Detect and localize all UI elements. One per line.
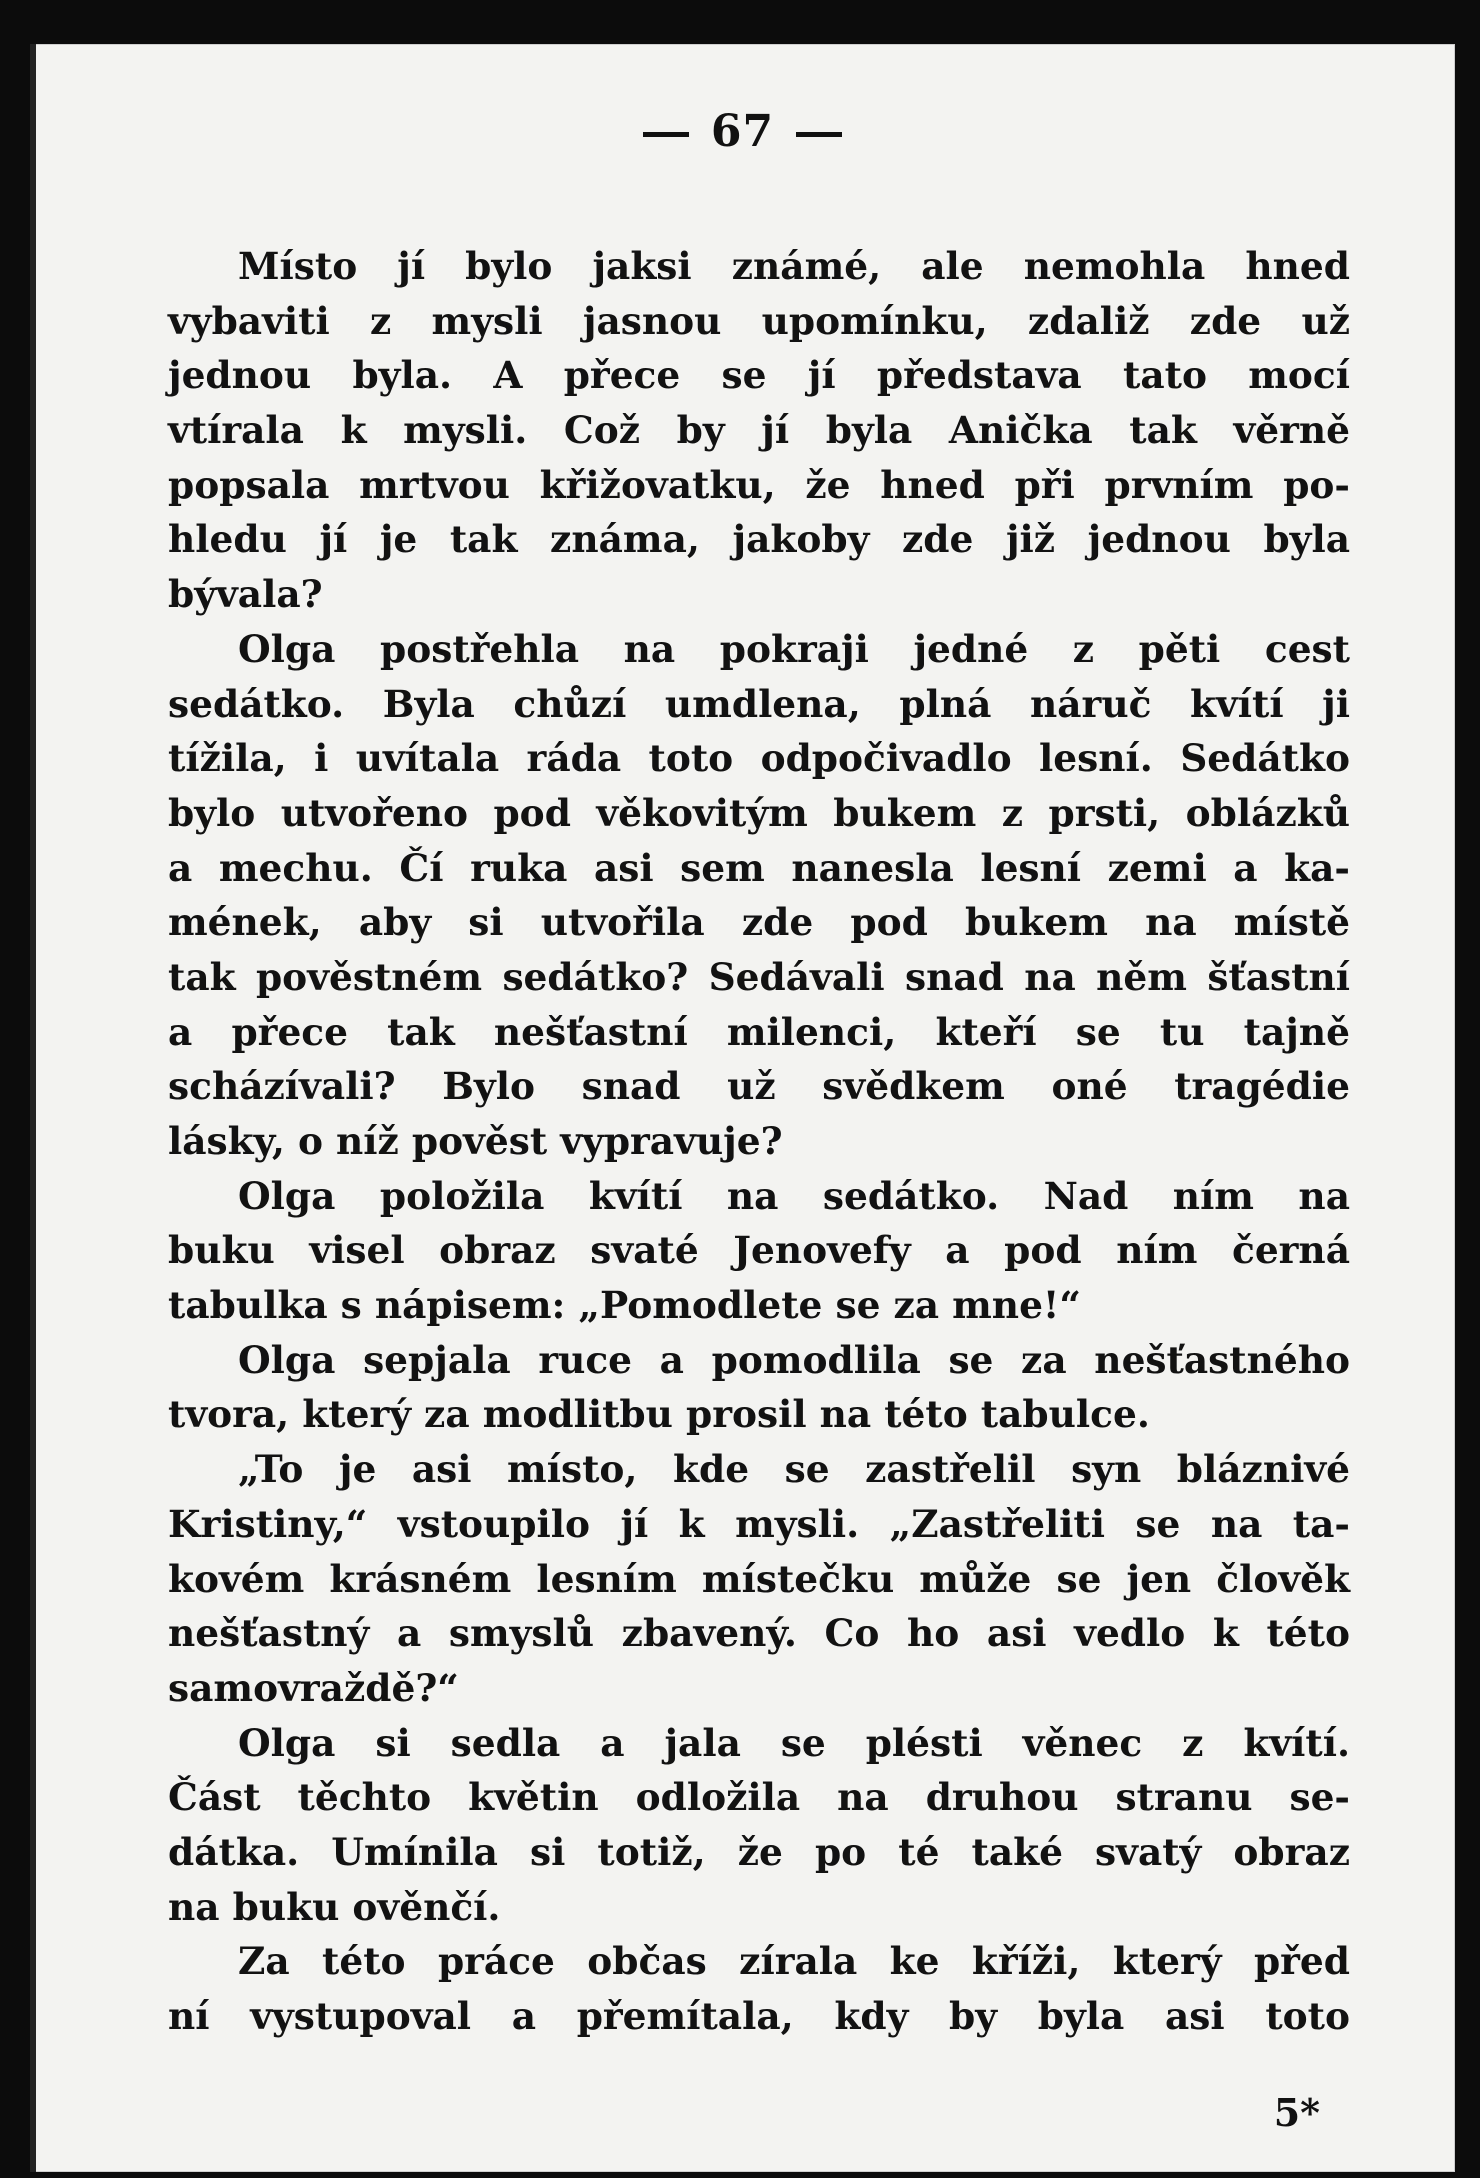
- text-line: bylo utvořeno pod věkovitým bukem z prsti, oblázků: [168, 790, 1350, 835]
- text-line: Část těchto květin odložila na druhou stranu se-: [168, 1775, 1350, 1820]
- text-line: lásky, o níž pověst vypravuje?: [168, 1119, 783, 1163]
- signature-mark: 5*: [1273, 2090, 1320, 2135]
- text-line: hledu jí je tak známa, jakoby zde již jednou byla: [168, 517, 1350, 562]
- dash-right: [796, 132, 842, 137]
- text-line: Olga sepjala ruce a pomodlila se za nešťastného: [238, 1337, 1350, 1382]
- text-line: sedátko. Byla chůzí umdlena, plná náruč kvítí ji: [168, 681, 1350, 726]
- text-line: mének, aby si utvořila zde pod bukem na místě: [168, 900, 1350, 945]
- text-line: tížila, i uvítala ráda toto odpočivadlo lesní. Sedátko: [168, 736, 1350, 781]
- text-line: vtírala k mysli. Což by jí byla Anička tak věrně: [168, 408, 1350, 453]
- text-line: tabulka s nápisem: „Pomodlete se za mne!“: [168, 1283, 1081, 1328]
- text-line: vybaviti z mysli jasnou upomínku, zdaliž zde už: [168, 298, 1350, 343]
- text-line: Olga si sedla a jala se plésti věnec z kvítí.: [238, 1720, 1350, 1765]
- text-line: scházívali? Bylo snad už svědkem oné tragédie: [168, 1064, 1350, 1109]
- text-line: tak pověstném sedátko? Sedávali snad na něm šťastní: [168, 954, 1350, 999]
- text-line: dátka. Umínila si totiž, že po té také svatý obraz: [168, 1829, 1350, 1874]
- book-page: [30, 44, 1455, 2172]
- text-line: ní vystupoval a přemítala, kdy by byla asi toto: [168, 1994, 1350, 2038]
- text-line: a přece tak nešťastní milenci, kteří se tu tajně: [168, 1009, 1350, 1054]
- body-text: [168, 239, 1350, 2044]
- text-line: buku visel obraz svaté Jenovefy a pod ním černá: [168, 1228, 1350, 1273]
- text-line: bývala?: [168, 572, 323, 617]
- page-binding-edge: [30, 44, 36, 2172]
- text-line: samovraždě?“: [168, 1665, 459, 1710]
- text-line: Místo jí bylo jaksi známé, ale nemohla hned: [238, 244, 1350, 288]
- text-line: jednou byla. A přece se jí představa tato mocí: [168, 353, 1350, 398]
- text-line: kovém krásném lesním místečku může se jen člověk: [168, 1556, 1350, 1601]
- text-line: tvora, který za modlitbu prosil na této tabulce.: [168, 1392, 1150, 1437]
- text-line: nešťastný a smyslů zbavený. Co ho asi vedlo k této: [168, 1611, 1350, 1656]
- text-line: na buku ověnčí.: [168, 1884, 501, 1929]
- text-line: „To je asi místo, kde se zastřelil syn bláznivé: [238, 1447, 1350, 1492]
- text-line: a mechu. Čí ruka asi sem nanesla lesní zemi a ka-: [168, 845, 1350, 890]
- text-line: Olga položila kvítí na sedátko. Nad ním na: [238, 1173, 1350, 1218]
- page-number: 67: [710, 106, 775, 157]
- dash-left: [643, 132, 689, 137]
- text-line: Olga postřehla na pokraji jedné z pěti cest: [238, 626, 1350, 671]
- page-number-header: [30, 106, 1455, 157]
- text-line: popsala mrtvou křižovatku, že hned při prvním po-: [168, 462, 1350, 507]
- text-line: Za této práce občas zírala ke kříži, který před: [238, 1939, 1350, 1984]
- text-line: Kristiny,“ vstoupilo jí k mysli. „Zastřeliti se na ta-: [168, 1501, 1350, 1546]
